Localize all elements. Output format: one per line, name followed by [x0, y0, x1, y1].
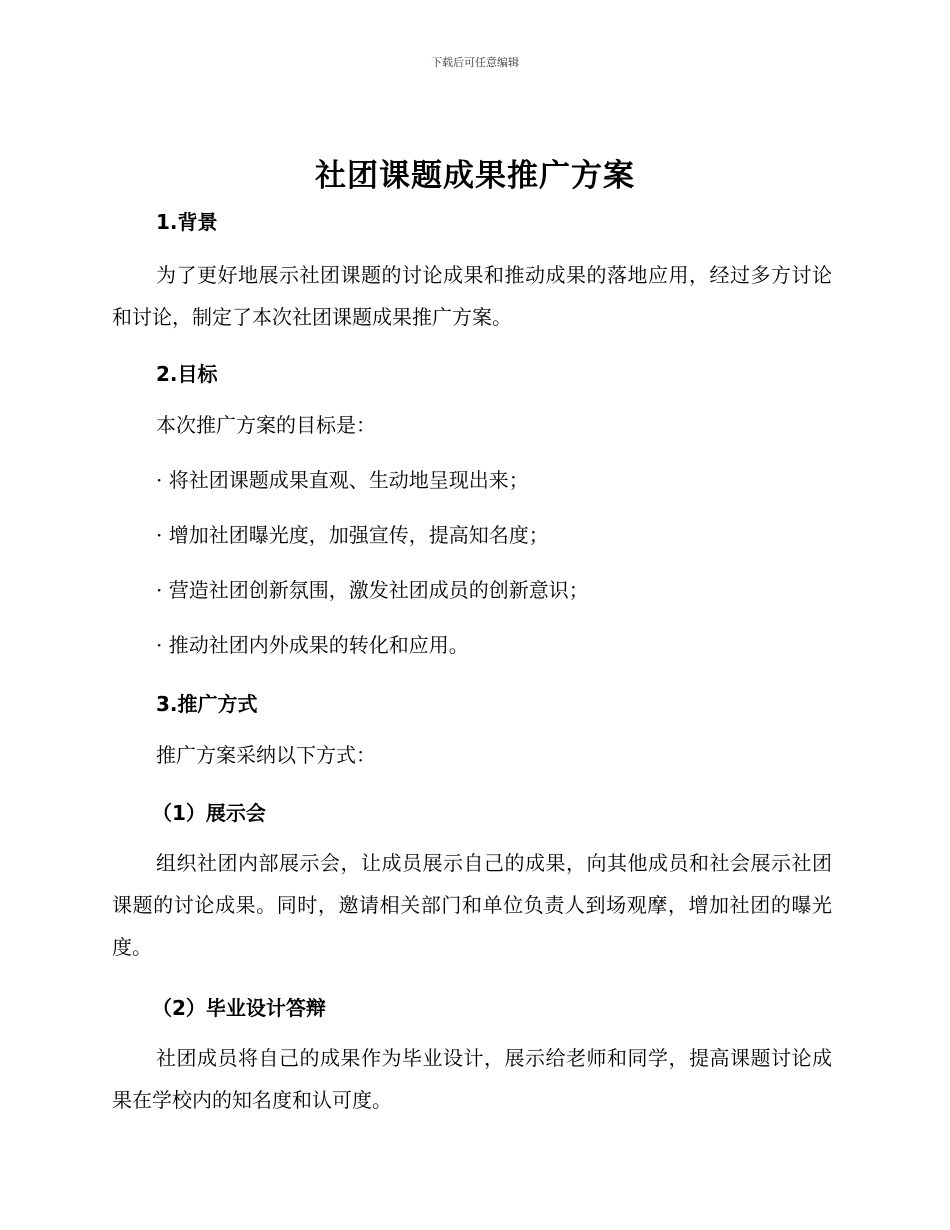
goal-item: · 将社团课题成果直观、生动地呈现出来；: [156, 468, 529, 492]
section-heading-background: 1.背景: [156, 210, 218, 234]
page-header-note: 下载后可任意编辑: [431, 56, 519, 69]
section-heading-goals: 2.目标: [156, 362, 218, 386]
subsection-heading-graduation-defense: （2）毕业设计答辩: [152, 996, 326, 1020]
goal-item: · 推动社团内外成果的转化和应用。: [156, 633, 469, 657]
subsection-heading-exhibition: （1）展示会: [152, 801, 266, 825]
section-heading-methods: 3.推广方式: [156, 692, 258, 716]
goal-item: · 营造社团创新氛围，激发社团成员的创新意识；: [156, 578, 589, 602]
document-title: 社团课题成果推广方案: [315, 158, 635, 194]
goal-item: · 增加社团曝光度，加强宣传，提高知名度；: [156, 523, 549, 547]
background-paragraph: 为了更好地展示社团课题的讨论成果和推动成果的落地应用，经过多方讨论和讨论，制定了本次社团课题成果推广方案。: [112, 263, 832, 329]
methods-intro: 推广方案采纳以下方式：: [156, 743, 376, 767]
exhibition-paragraph: 组织社团内部展示会，让成员展示自己的成果，向其他成员和社会展示社团课题的讨论成果。同时，邀请相关部门和单位负责人到场观摩，增加社团的曝光度。: [112, 851, 832, 959]
graduation-defense-paragraph: 社团成员将自己的成果作为毕业设计，展示给老师和同学，提高课题讨论成果在学校内的知名度和认可度。: [112, 1046, 832, 1112]
goals-intro: 本次推广方案的目标是：: [156, 413, 376, 437]
